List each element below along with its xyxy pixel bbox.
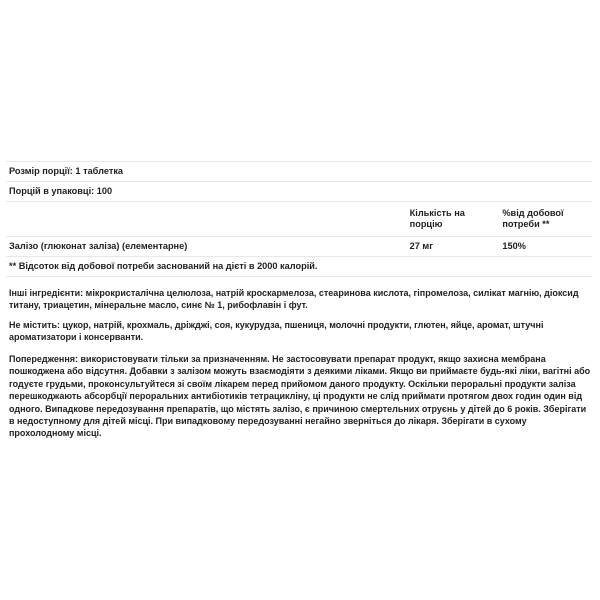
warning-text: Попередження: використовувати тільки за призначенням. Не застосовувати препарат продукт, якщо захисна мембрана пошкоджена або відсутня. Добавки з залізом можуть взаємодіяти з деякими ліками. Якщо ви приймаєте будь-які ліки, вагітні або годуєте грудьми, проконсультуйтеся зі своїм лікарем перед прийомом даного продукту. Оскільки пероральні продукти заліза перешкоджають абсорбції пероральних антибіотиків тетрацикліну, ці продукти не слід приймати протягом двох годин один від одного. Випадкове передозування препаратів, що містять залізо, є причиною смертельних отруєнь у дітей до 6 років. Зберігати в недоступному для дітей місці. При випадковому передозуванні негайно зверніться до лікаря. Зберігати в сухому прохолодному місці.	[9, 354, 591, 439]
serving-size: Розмір порції: 1 таблетка	[6, 162, 592, 182]
table-row	[6, 237, 592, 257]
nutrient-name: Залізо (глюконат заліза) (елементарне)	[6, 237, 407, 257]
footnote: ** Відсоток від добової потреби заснований на дієті в 2000 калорій.	[6, 257, 592, 277]
other-ingredients: Інші інгредієнти: мікрокристалічна целюлоза, натрій кроскармелоза, стеаринова кислота, гіпромелоза, силікат магнію, діоксид титану, триацетин, мінеральне масло, синє № 1, рибофлавін і фут.	[9, 288, 579, 311]
nutrient-daily-value: 150%	[499, 237, 592, 257]
footnote-row	[6, 257, 592, 277]
table-header-row	[6, 202, 592, 237]
free-from: Не містить: цукор, натрій, крохмаль, дріжджі, соя, кукурудза, пшениця, молочні продукти, глютен, яйце, аромат, штучні ароматизатори і консерванти.	[9, 320, 544, 343]
serving-size-row	[6, 162, 592, 182]
servings-per-container-row	[6, 182, 592, 202]
supplement-facts-table	[6, 161, 592, 277]
header-name	[6, 202, 407, 237]
nutrient-amount: 27 мг	[407, 237, 500, 257]
header-daily-value: %від добової потреби **	[499, 202, 592, 237]
servings-per-container: Порцій в упаковці: 100	[6, 182, 592, 202]
header-amount: Кількість на порцію	[407, 202, 500, 237]
